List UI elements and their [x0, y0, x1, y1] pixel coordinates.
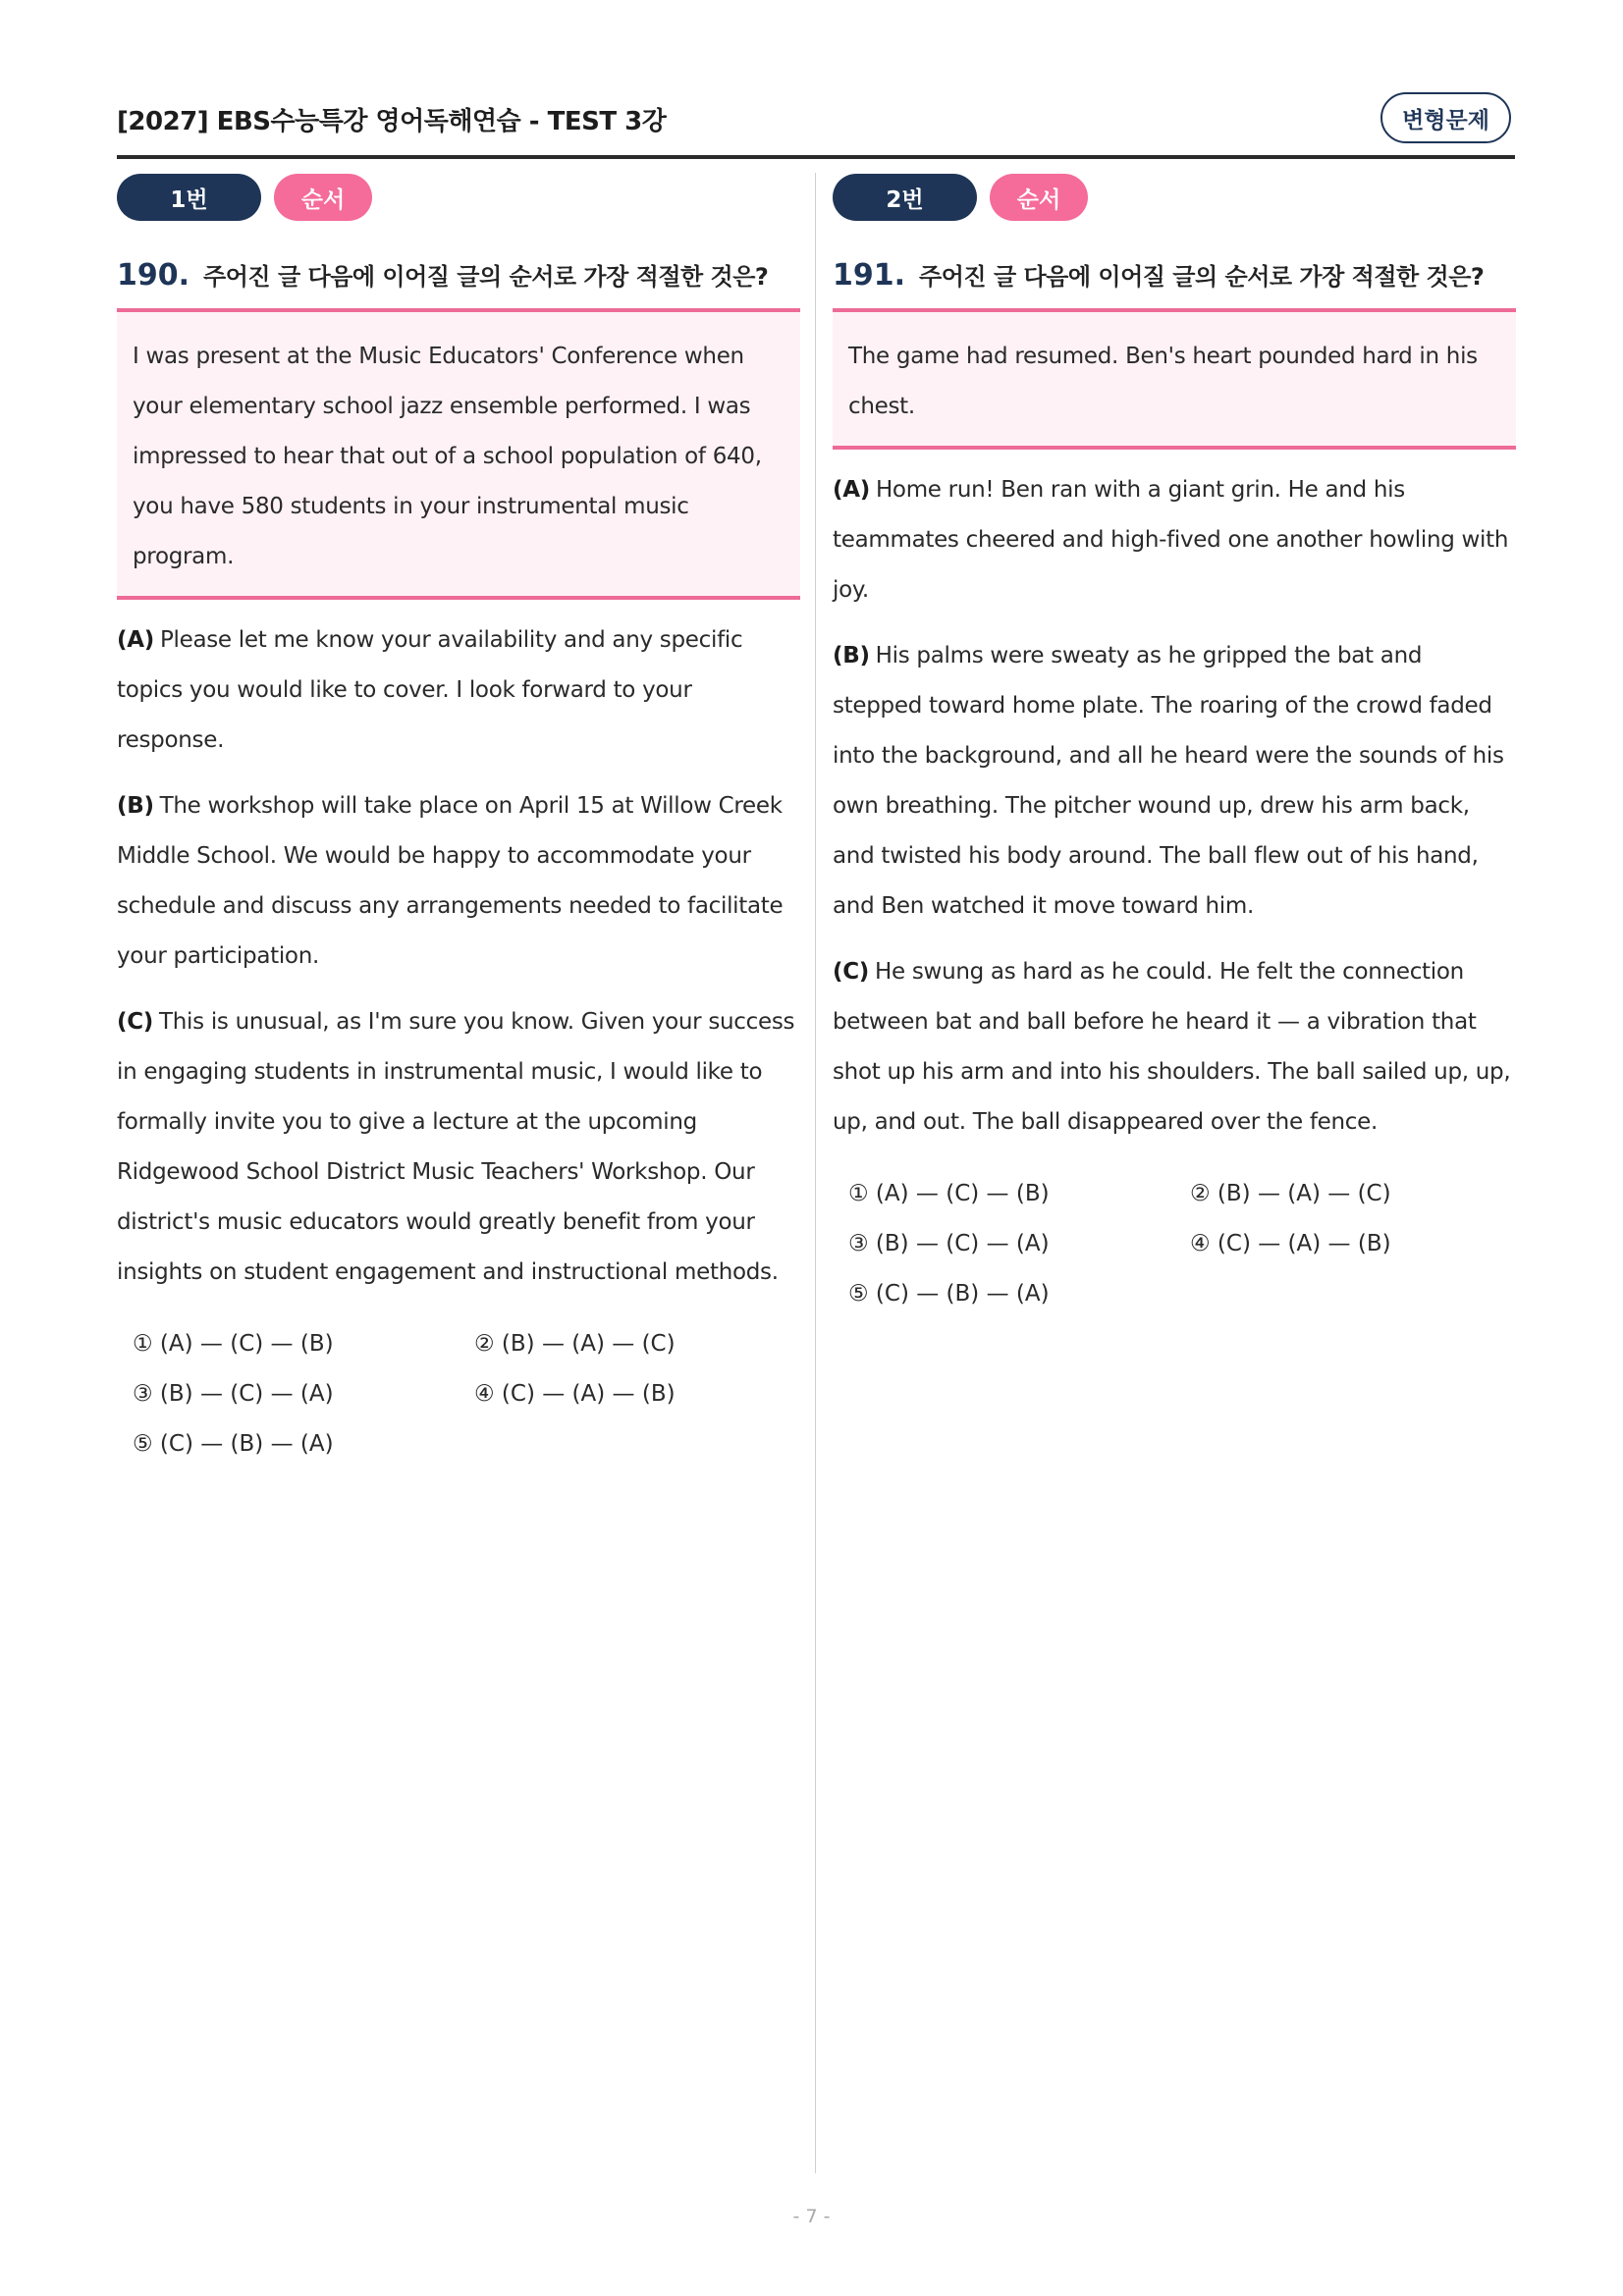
paragraph-b — [833, 631, 1516, 932]
question-190 — [117, 174, 800, 1469]
answer-options — [117, 1319, 800, 1469]
header-rule — [117, 155, 1515, 159]
question-191 — [833, 174, 1516, 1319]
answer-option-2[interactable]: ② (B) — (A) — (C) — [474, 1331, 676, 1357]
column-divider — [815, 173, 816, 2173]
question-tags — [117, 174, 800, 221]
answer-option-5[interactable]: ⑤ (C) — (B) — (A) — [133, 1431, 334, 1457]
question-number-tag: 2번 — [833, 174, 977, 221]
answer-option-4[interactable]: ④ (C) — (A) — (B) — [1190, 1231, 1391, 1256]
question-tags — [833, 174, 1516, 221]
paragraph-label: (B) — [833, 643, 870, 668]
question-number: 190. — [117, 258, 190, 293]
paragraph-label: (B) — [117, 793, 154, 819]
question-number-tag: 1번 — [117, 174, 261, 221]
paragraph-text: The workshop will take place on April 15 at Willow Creek Middle School. We would be happy to accommodate your schedule and discuss any arrangements needed to facilitate your participation. — [117, 793, 784, 969]
paragraph-b — [117, 781, 800, 982]
paragraph-c — [833, 947, 1516, 1148]
question-prompt: 주어진 글 다음에 이어질 글의 순서로 가장 적절한 것은? — [919, 263, 1485, 291]
question-prompt: 주어진 글 다음에 이어질 글의 순서로 가장 적절한 것은? — [203, 263, 769, 291]
answer-option-4[interactable]: ④ (C) — (A) — (B) — [474, 1381, 676, 1407]
answer-option-3[interactable]: ③ (B) — (C) — (A) — [133, 1381, 334, 1407]
paragraph-text: He swung as hard as he could. He felt the connection between bat and ball before he heard it — a vibration that shot up his arm and into his shoulders. The ball sailed up, up, up, and out. The ball disappeared over the fence. — [833, 959, 1511, 1135]
paragraph-text: His palms were sweaty as he gripped the bat and stepped toward home plate. The roaring of the crowd faded into the background, and all he heard were the sounds of his own breathing. The pitcher wound up, drew his arm back, and twisted his body around. The ball flew out of his hand, and Ben watched it move toward him. — [833, 643, 1504, 919]
answer-options — [833, 1169, 1516, 1319]
answer-option-5[interactable]: ⑤ (C) — (B) — (A) — [848, 1281, 1050, 1307]
paragraph-c — [117, 997, 800, 1298]
paragraph-label: (A) — [833, 477, 870, 503]
question-title — [117, 257, 800, 291]
paragraph-text: Please let me know your availability and any specific topics you would like to cover. I look forward to your response. — [117, 627, 743, 753]
variant-badge: 변형문제 — [1380, 92, 1511, 143]
page-number: - 7 - — [792, 2206, 831, 2227]
answer-option-3[interactable]: ③ (B) — (C) — (A) — [848, 1231, 1050, 1256]
paragraph-a — [833, 465, 1516, 615]
paragraph-label: (A) — [117, 627, 154, 653]
question-number: 191. — [833, 258, 906, 293]
question-title — [833, 257, 1516, 291]
answer-option-1[interactable]: ① (A) — (C) — (B) — [848, 1181, 1050, 1206]
question-type-tag: 순서 — [274, 174, 372, 221]
given-passage: I was present at the Music Educators' Conference when your elementary school jazz ensemble performed. I was impressed to hear that out of a school population of 640, you have 580 students in your instrumental music program. — [117, 308, 800, 600]
paragraph-label: (C) — [833, 959, 870, 985]
given-passage: The game had resumed. Ben's heart pounded hard in his chest. — [833, 308, 1516, 450]
answer-option-1[interactable]: ① (A) — (C) — (B) — [133, 1331, 334, 1357]
paragraph-label: (C) — [117, 1009, 154, 1035]
paragraph-a — [117, 615, 800, 766]
paragraph-text: This is unusual, as I'm sure you know. Given your success in engaging students in instrumental music, I would like to formally invite you to give a lecture at the upcoming Ridgewood School District Music Teachers' Workshop. Our district's music educators would greatly benefit from your insights on student engagement and instructional methods. — [117, 1009, 795, 1285]
answer-option-2[interactable]: ② (B) — (A) — (C) — [1190, 1181, 1391, 1206]
question-type-tag: 순서 — [990, 174, 1088, 221]
paragraph-text: Home run! Ben ran with a giant grin. He and his teammates cheered and high-fived one another howling with joy. — [833, 477, 1509, 603]
page-header-title: [2027] EBS수능특강 영어독해연습 - TEST 3강 — [117, 107, 667, 136]
